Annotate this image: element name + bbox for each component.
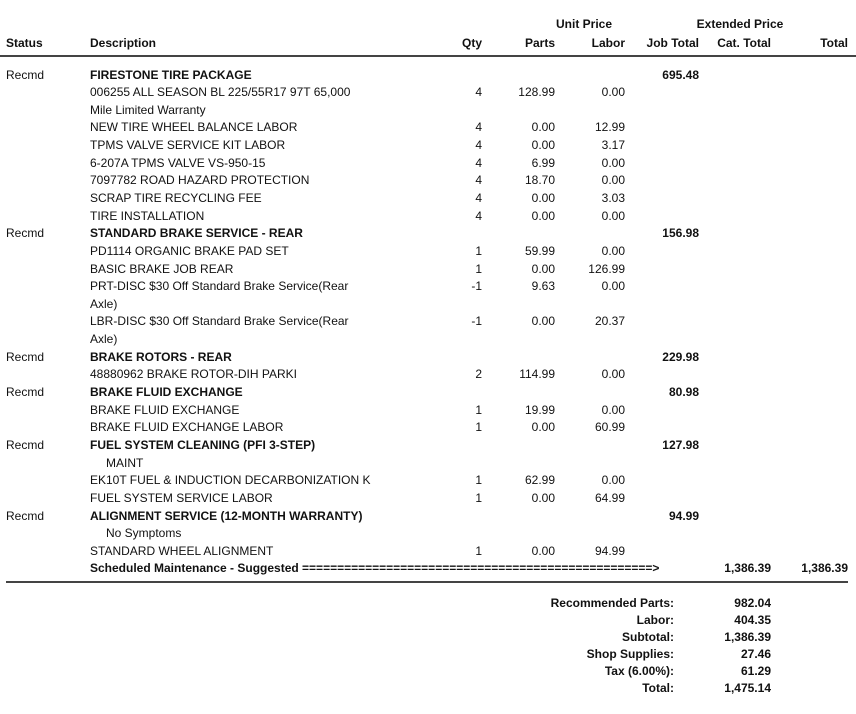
job-header-row xyxy=(0,384,856,402)
totals-divider xyxy=(6,581,848,583)
summary-row xyxy=(0,629,856,646)
cell-desc: Axle) xyxy=(90,296,118,311)
summary-label: Total: xyxy=(642,681,674,695)
line-item-row xyxy=(0,261,856,279)
cell-parts: 0.00 xyxy=(531,120,555,135)
col-total: Total xyxy=(820,36,848,50)
cell-desc: No Symptoms xyxy=(106,526,182,541)
job-header-row xyxy=(0,349,856,367)
cell-desc: BRAKE FLUID EXCHANGE xyxy=(90,402,240,417)
cell-status: Recmd xyxy=(6,508,45,523)
cell-job: 156.98 xyxy=(662,226,699,241)
cell-desc: NEW TIRE WHEEL BALANCE LABOR xyxy=(90,120,298,135)
cell-parts: 19.99 xyxy=(524,402,555,417)
cell-qty: 4 xyxy=(475,120,482,135)
summary-label: Labor: xyxy=(636,613,674,627)
cell-parts: 18.70 xyxy=(524,173,555,188)
line-item-row xyxy=(0,313,856,331)
line-item-row xyxy=(0,331,856,349)
cell-parts: 62.99 xyxy=(524,473,555,488)
cell-desc: SCRAP TIRE RECYCLING FEE xyxy=(90,190,262,205)
cell-desc: TPMS VALVE SERVICE KIT LABOR xyxy=(90,138,286,153)
cell-desc: TIRE INSTALLATION xyxy=(90,208,205,223)
cell-job: 80.98 xyxy=(668,385,699,400)
col-parts: Parts xyxy=(524,36,555,50)
cell-desc: Axle) xyxy=(90,332,118,347)
cell-qty: -1 xyxy=(471,279,482,294)
cell-parts: 0.00 xyxy=(531,314,555,329)
cell-desc: FIRESTONE TIRE PACKAGE xyxy=(90,67,252,82)
cell-desc: STANDARD BRAKE SERVICE - REAR xyxy=(90,226,303,241)
cell-status: Recmd xyxy=(6,437,45,452)
line-item-row xyxy=(0,278,856,296)
summary-value: 27.46 xyxy=(740,647,771,661)
line-item-row xyxy=(0,102,856,120)
line-item-row xyxy=(0,208,856,226)
cell-parts: 0.00 xyxy=(531,543,555,558)
col-status: Status xyxy=(6,36,43,50)
cell-qty: 1 xyxy=(475,473,482,488)
cell-labor: 12.99 xyxy=(594,120,625,135)
cell-status: Recmd xyxy=(6,226,45,241)
summary-value: 61.29 xyxy=(740,664,771,678)
cell-labor: 0.00 xyxy=(601,208,625,223)
job-header-row xyxy=(0,508,856,526)
cell-job: 94.99 xyxy=(668,508,699,523)
cell-desc: EK10T FUEL & INDUCTION DECARBONIZATION K xyxy=(90,473,371,488)
line-item-row xyxy=(0,137,856,155)
cell-desc: BRAKE FLUID EXCHANGE LABOR xyxy=(90,420,284,435)
cell-qty: 2 xyxy=(475,367,482,382)
header-divider xyxy=(0,55,856,57)
summary-label: Recommended Parts: xyxy=(550,596,674,610)
cell-desc: BASIC BRAKE JOB REAR xyxy=(90,261,234,276)
line-item-row xyxy=(0,119,856,137)
summary-label: Tax (6.00%): xyxy=(604,664,674,678)
cell-labor: 0.00 xyxy=(601,367,625,382)
cell-labor: 94.99 xyxy=(594,543,625,558)
cell-desc: LBR-DISC $30 Off Standard Brake Service(Rear xyxy=(90,314,349,329)
cell-labor: 126.99 xyxy=(588,261,625,276)
summary-row xyxy=(0,595,856,612)
summary-label: Shop Supplies: xyxy=(586,647,674,661)
cell-desc: PD1114 ORGANIC BRAKE PAD SET xyxy=(90,243,289,258)
summary-value: 1,475.14 xyxy=(724,681,771,695)
cell-desc: 7097782 ROAD HAZARD PROTECTION xyxy=(90,173,310,188)
cell-labor: 60.99 xyxy=(594,420,625,435)
cell-labor: 0.00 xyxy=(601,402,625,417)
cell-labor: 20.37 xyxy=(594,314,625,329)
line-item-row xyxy=(0,543,856,561)
cell-desc: MAINT xyxy=(106,455,144,470)
job-header-row xyxy=(0,67,856,85)
cell-labor: 0.00 xyxy=(601,173,625,188)
cell-qty: -1 xyxy=(471,314,482,329)
cell-parts: 6.99 xyxy=(531,155,555,170)
cell-status: Recmd xyxy=(6,349,45,364)
job-header-row xyxy=(0,225,856,243)
cell-total: 1,386.39 xyxy=(801,561,848,576)
cell-desc: FUEL SYSTEM CLEANING (PFI 3-STEP) xyxy=(90,437,316,452)
line-item-row xyxy=(0,243,856,261)
cell-job: 695.48 xyxy=(662,67,699,82)
line-item-row xyxy=(0,490,856,508)
cell-parts: 128.99 xyxy=(518,85,555,100)
cell-labor: 0.00 xyxy=(601,279,625,294)
cell-desc: BRAKE ROTORS - REAR xyxy=(90,349,232,364)
cell-desc: Mile Limited Warranty xyxy=(90,102,206,117)
cell-parts: 0.00 xyxy=(531,490,555,505)
line-item-row xyxy=(0,472,856,490)
col-cat-total: Cat. Total xyxy=(717,36,771,50)
col-qty: Qty xyxy=(461,36,482,50)
summary-row xyxy=(0,646,856,663)
cell-status: Recmd xyxy=(6,67,45,82)
cell-parts: 0.00 xyxy=(531,138,555,153)
cell-qty: 4 xyxy=(475,190,482,205)
cell-job: 127.98 xyxy=(662,437,699,452)
job-header-row xyxy=(0,560,856,578)
line-item-row xyxy=(0,366,856,384)
cell-parts: 0.00 xyxy=(531,190,555,205)
cell-qty: 4 xyxy=(475,85,482,100)
line-item-row xyxy=(0,419,856,437)
cell-labor: 0.00 xyxy=(601,243,625,258)
cell-desc: FUEL SYSTEM SERVICE LABOR xyxy=(90,490,273,505)
extended-price-group-header: Extended Price xyxy=(696,17,784,31)
cell-desc: ALIGNMENT SERVICE (12-MONTH WARRANTY) xyxy=(90,508,363,523)
summary-label: Subtotal: xyxy=(622,630,674,644)
line-item-row xyxy=(0,155,856,173)
cell-labor: 3.03 xyxy=(601,190,625,205)
cell-qty: 4 xyxy=(475,173,482,188)
cell-job: 229.98 xyxy=(662,349,699,364)
summary-value: 1,386.39 xyxy=(724,630,771,644)
cell-qty: 1 xyxy=(475,261,482,276)
line-item-row xyxy=(0,525,856,543)
cell-desc: STANDARD WHEEL ALIGNMENT xyxy=(90,543,274,558)
col-job-total: Job Total xyxy=(646,36,699,50)
cell-labor: 64.99 xyxy=(594,490,625,505)
cell-parts: 9.63 xyxy=(531,279,555,294)
cell-parts: 0.00 xyxy=(531,261,555,276)
col-description: Description xyxy=(90,36,157,50)
summary-row xyxy=(0,663,856,680)
cell-qty: 1 xyxy=(475,543,482,558)
line-item-row xyxy=(0,84,856,102)
summary-row xyxy=(0,680,856,697)
line-item-row xyxy=(0,172,856,190)
cell-parts: 0.00 xyxy=(531,208,555,223)
cell-cat: 1,386.39 xyxy=(724,561,771,576)
summary-value: 404.35 xyxy=(734,613,771,627)
cell-qty: 4 xyxy=(475,208,482,223)
cell-qty: 1 xyxy=(475,420,482,435)
cell-desc: PRT-DISC $30 Off Standard Brake Service(Rear xyxy=(90,279,349,294)
cell-labor: 0.00 xyxy=(601,473,625,488)
line-item-row xyxy=(0,455,856,473)
cell-labor: 0.00 xyxy=(601,155,625,170)
cell-labor: 3.17 xyxy=(601,138,625,153)
cell-qty: 1 xyxy=(475,402,482,417)
cell-labor: 0.00 xyxy=(601,85,625,100)
cell-desc: Scheduled Maintenance - Suggested ==================================================> xyxy=(90,561,660,576)
col-labor: Labor xyxy=(591,36,625,50)
cell-qty: 4 xyxy=(475,155,482,170)
job-header-row xyxy=(0,437,856,455)
cell-qty: 1 xyxy=(475,243,482,258)
line-item-row xyxy=(0,402,856,420)
cell-desc: 006255 ALL SEASON BL 225/55R17 97T 65,000 xyxy=(90,85,351,100)
summary-value: 982.04 xyxy=(734,596,771,610)
unit-price-group-header: Unit Price xyxy=(556,17,613,31)
cell-desc: BRAKE FLUID EXCHANGE xyxy=(90,385,243,400)
cell-desc: 6-207A TPMS VALVE VS-950-15 xyxy=(90,155,266,170)
line-item-row xyxy=(0,296,856,314)
cell-parts: 59.99 xyxy=(524,243,555,258)
cell-desc: 48880962 BRAKE ROTOR-DIH PARKI xyxy=(90,367,297,382)
summary-row xyxy=(0,612,856,629)
column-header-row xyxy=(0,35,856,53)
cell-parts: 0.00 xyxy=(531,420,555,435)
cell-qty: 4 xyxy=(475,138,482,153)
cell-status: Recmd xyxy=(6,385,45,400)
line-item-row xyxy=(0,190,856,208)
cell-parts: 114.99 xyxy=(519,367,555,382)
cell-qty: 1 xyxy=(475,490,482,505)
